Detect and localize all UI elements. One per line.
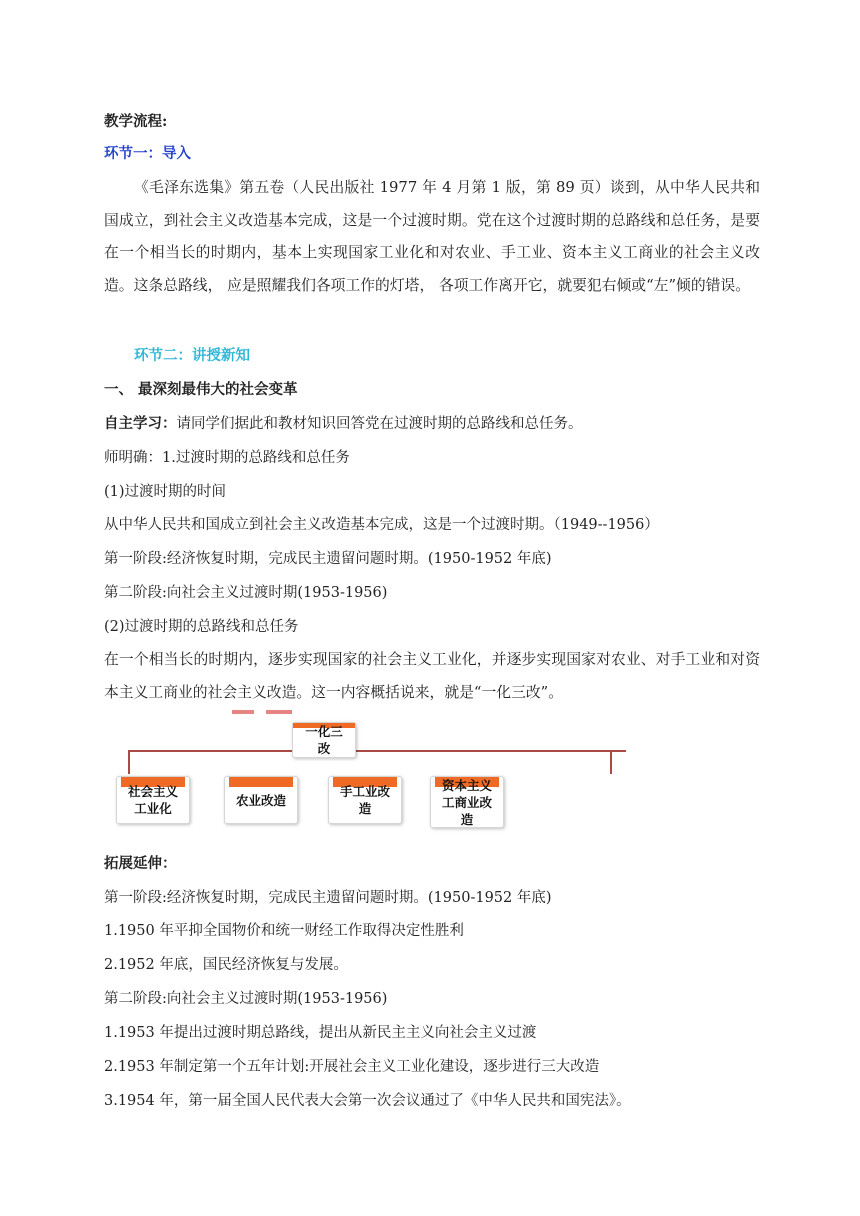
- self-study-label: 自主学习：: [104, 415, 177, 432]
- diagram-child-label: 农业改造: [235, 792, 286, 808]
- section1-title: 环节一：导入: [104, 145, 191, 162]
- diagram-child-label: 社会主义 工业化: [127, 784, 178, 816]
- decorative-fragment: [232, 710, 254, 714]
- extension-stage1: 第一阶段:经济恢复时期，完成民主遗留问题时期。(1950-1952 年底): [104, 890, 552, 906]
- stage1-line: 第一阶段:经济恢复时期，完成民主遗留问题时期。(1950-1952 年底): [104, 551, 552, 567]
- diagram-child-box: [116, 776, 190, 824]
- extension-title: 拓展延伸：: [104, 855, 177, 872]
- self-study-text: 请同学们据此和教材知识回答党在过渡时期的总路线和总任务。: [176, 416, 583, 432]
- part1-title: 一、 最深刻最伟大的社会变革: [104, 381, 298, 398]
- item1-text: 从中华人民共和国成立到社会主义改造基本完成，这是一个过渡时期。（1949--1956）: [104, 517, 659, 533]
- item1-title: (1)过渡时期的时间: [104, 484, 227, 500]
- box-accent-bar: [229, 777, 293, 787]
- extension-item: 2.1953 年制定第一个五年计划:开展社会主义工业化建设，逐步进行三大改造: [104, 1059, 600, 1075]
- extension-item: 1.1953 年提出过渡时期总路线，提出从新民主主义向社会主义过渡: [104, 1025, 537, 1041]
- diagram-child-box: [224, 776, 298, 824]
- diagram-root-box: [292, 722, 356, 758]
- diagram-root-label: 一化三 改: [305, 724, 343, 756]
- teacher-line: 师明确：1.过渡时期的总路线和总任务: [104, 450, 350, 466]
- diagram-child-label: 手工业改 造: [339, 784, 390, 816]
- extension-item: 2.1952 年底，国民经济恢复与发展。: [104, 957, 348, 973]
- diagram-child-label: 资本主义 工商业改 造: [441, 777, 492, 827]
- extension-item: 1.1950 年平抑全国物价和统一财经工作取得决定性胜利: [104, 923, 464, 939]
- diagram-child-box: [328, 776, 402, 824]
- extension-item: 3.1954 年，第一届全国人民代表大会第一次会议通过了《中华人民共和国宪法》。: [104, 1093, 631, 1109]
- connector-line: [610, 750, 612, 774]
- stage2-line: 第二阶段:向社会主义过渡时期(1953-1956): [104, 585, 388, 601]
- item2-paragraph: 在一个相当长的时期内，逐步实现国家的社会主义工业化，并逐步实现国家对农业、对手工业和对资本主义工商业的社会主义改造。这一内容概括说来，就是“一化三改”。: [104, 651, 760, 701]
- extension-stage2: 第二阶段:向社会主义过渡时期(1953-1956): [104, 991, 388, 1007]
- connector-line: [128, 750, 626, 752]
- intro-paragraph: 《毛泽东选集》第五卷（人民出版社 1977 年 4 月第 1 版，第 89 页）谈到，从中华人民共和国成立，到社会主义改造基本完成，这是一个过渡时期。党在这个过渡时期的总路线和总任务，是要在一个相当长的时期内，基本上实现国家工业化和对农业、手工业、资本主义工商业的社会主义改造。这条总路线， 应是照耀我们各项工作的灯塔， 各项工作离开它，就要犯右倾或“左”倾的错误。: [104, 179, 760, 294]
- yihua-sangai-diagram: [112, 718, 712, 830]
- diagram-child-box: [430, 776, 504, 828]
- connector-line: [128, 750, 130, 774]
- item2-title: (2)过渡时期的总路线和总任务: [104, 619, 299, 635]
- decorative-fragment: [266, 710, 292, 714]
- section2-title: 环节二：讲授新知: [134, 347, 250, 364]
- self-study-line: [104, 414, 583, 434]
- page-heading: 教学流程:: [104, 113, 168, 130]
